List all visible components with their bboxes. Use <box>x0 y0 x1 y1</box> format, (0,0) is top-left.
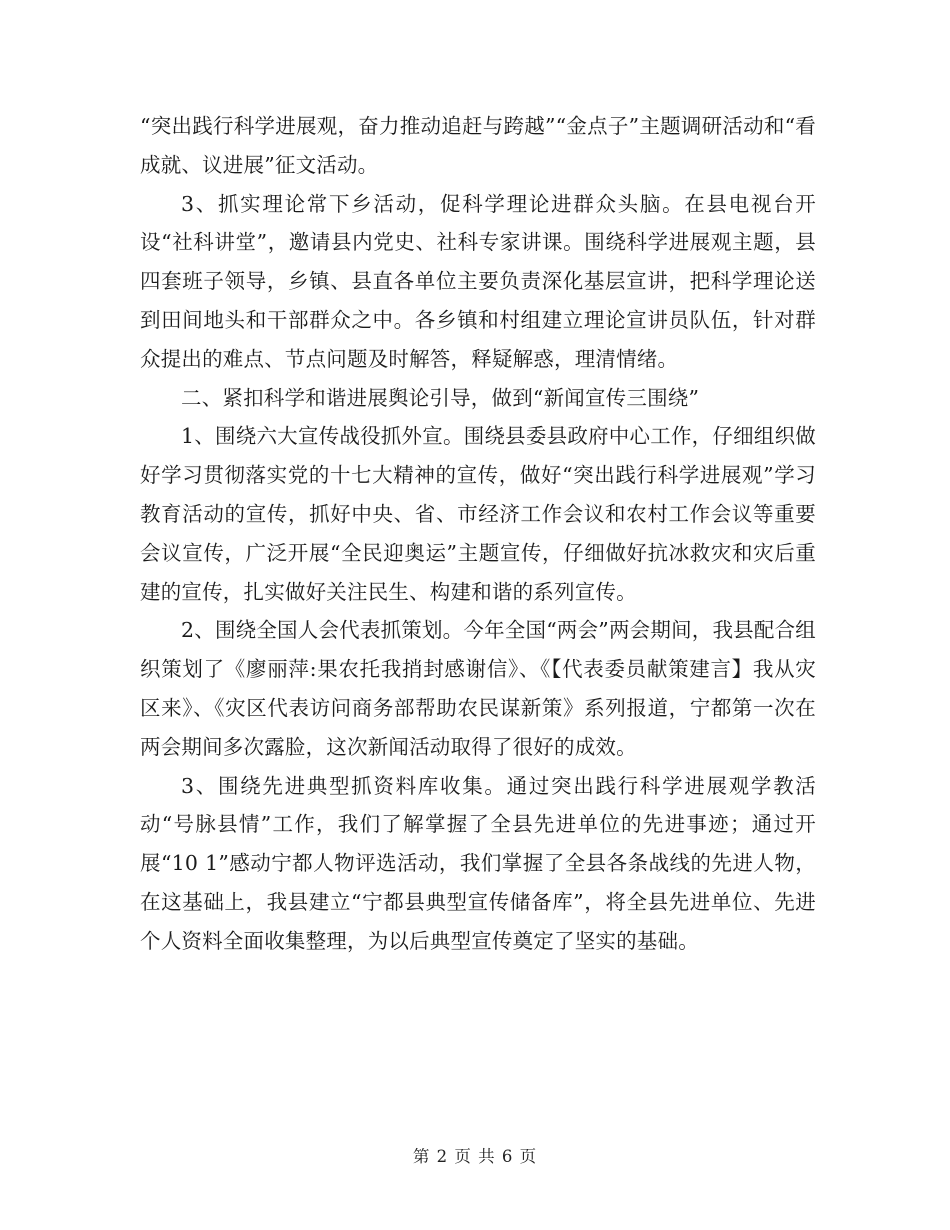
document-body <box>140 107 816 961</box>
paragraph-5: 2、围绕全国人会代表抓策划。今年全国“两会”两会期间，我县配合组织策划了《廖丽萍:果农托我捎封感谢信》、《【代表委员献策建言】我从灾区来》、《灾区代表访问商务部帮助农民谋新策》系列报道，宁都第一次在两会期间多次露脸，这次新闻活动取得了很好的成效。 <box>140 618 816 759</box>
paragraph-4: 1、围绕六大宣传战役抓外宣。围绕县委县政府中心工作，仔细组织做好学习贯彻落实党的十七大精神的宣传，做好“突出践行科学进展观”学习教育活动的宣传，抓好中央、省、市经济工作会议和农村工作会议等重要会议宣传，广泛开展“全民迎奥运”主题宣传，仔细做好抗冰救灾和灾后重建的宣传，扎实做好关注民生、构建和谐的系列宣传。 <box>140 424 816 604</box>
paragraph-2: 3、抓实理论常下乡活动，促科学理论进群众头脑。在县电视台开设“社科讲堂”，邀请县内党史、社科专家讲课。围绕科学进展观主题，县四套班子领导，乡镇、县直各单位主要负责深化基层宣讲，把科学理论送到田间地头和干部群众之中。各乡镇和村组建立理论宣讲员队伍，针对群众提出的难点、节点问题及时解答，释疑解惑，理清情绪。 <box>140 191 816 371</box>
page-number-footer: 第 2 页 共 6 页 <box>412 1147 538 1166</box>
paragraph-1: “突出践行科学进展观，奋力推动追赶与跨越”“金点子”主题调研活动和“看成就、议进展”征文活动。 <box>140 114 816 177</box>
section-heading: 二、紧扣科学和谐进展舆论引导，做到“新闻宣传三围绕” <box>181 385 700 410</box>
paragraph-6: 3、围绕先进典型抓资料库收集。通过突出践行科学进展观学教活动“号脉县情”工作，我们了解掌握了全县先进单位的先进事迹；通过开展“10 1”感动宁都人物评选活动，我们掌握了全县各条战线的先进人物，在这基础上，我县建立“宁都县典型宣传储备库”，将全县先进单位、先进个人资料全面收集整理，为以后典型宣传奠定了坚实的基础。 <box>140 773 816 953</box>
